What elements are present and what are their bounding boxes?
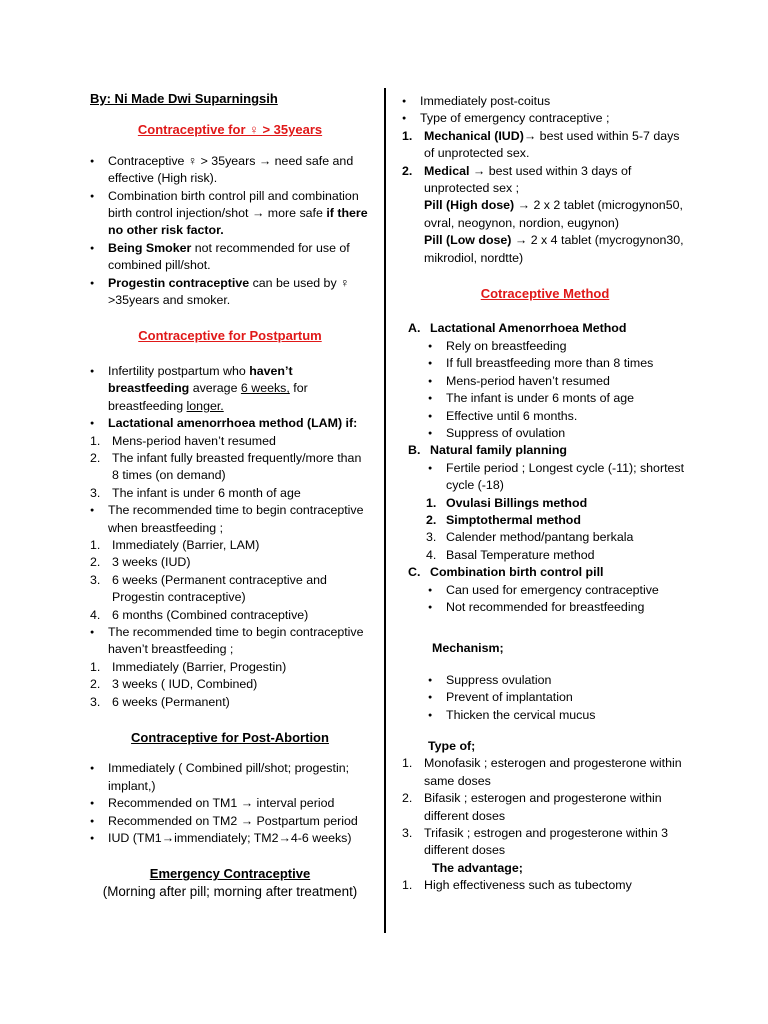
item-text: High effectiveness such as tubectomy [424, 878, 632, 893]
emergency-list [402, 93, 688, 128]
numbered-item: 2. The infant fully breasted frequently/more than 8 times (on demand) [90, 450, 362, 483]
breastfeeding-time-options [90, 537, 370, 624]
method-c-list [402, 582, 688, 617]
method-c-heading: C. Combination birth control pill [408, 565, 604, 580]
item-text: 3 weeks ( IUD, Combined) [112, 677, 258, 692]
column-divider [384, 88, 386, 933]
item-bold-text: haven’t breastfeeding [108, 363, 293, 396]
item-text: 3 weeks (IUD) [112, 555, 191, 570]
item-text: → best used within 5-7 days of unprotected sex. [424, 128, 680, 161]
list-item: ● Fertile period ; Longest cycle (-11); shortest cycle (-18) [402, 460, 688, 495]
list-item: ● Contraceptive ♀ > 35years → need safe and effective (High risk). [90, 153, 370, 188]
item-text: 6 weeks (Permanent contraceptive and Progestin contraceptive) [112, 572, 327, 605]
method-a-heading: A. Lactational Amenorrhoea Method [408, 321, 627, 336]
heading-post-abortion: Contraceptive for Post-Abortion [131, 730, 329, 745]
item-bold-text: Combination birth control pill [430, 565, 604, 580]
lam-list [90, 433, 370, 503]
item-text: average [189, 381, 241, 396]
list-item: ● Suppress of ovulation [402, 425, 688, 442]
item-text: Basal Temperature method [446, 547, 595, 562]
list-item: ● IUD (TM1→immendiately; TM2→4-6 weeks) [90, 830, 370, 847]
list-item: ● The recommended time to begin contraceptive haven’t breastfeeding ; [90, 624, 370, 659]
list-item: ● Can used for emergency contraceptive [402, 582, 688, 599]
non-breastfeeding-time-options [90, 659, 370, 711]
list-item: ● The recommended time to begin contraceptive when breastfeeding ; [90, 502, 370, 537]
numbered-item: 3. 6 weeks (Permanent contraceptive and Progestin contraceptive) [90, 572, 327, 605]
list-item: ● Mens-period haven’t resumed [402, 373, 688, 390]
item-text: Mens-period haven’t resumed [112, 433, 276, 448]
non-breastfeeding-time-list [90, 624, 370, 659]
item-text: Bifasik ; esterogen and progesterone within different doses [424, 791, 662, 823]
item-text: → 2 x 4 tablet (mycrogynon30, mikrodiol, nordtte) [424, 233, 684, 265]
numbered-item: 4. 6 months (Combined contraceptive) [90, 607, 309, 622]
method-b-heading: B. Natural family planning [408, 443, 568, 458]
numbered-item: 3. Trifasik ; estrogen and progesterone within 3 different doses [402, 826, 669, 858]
list-item [90, 240, 370, 275]
item-text: Simptothermal method [446, 512, 581, 527]
numbered-item: 1. Immediately (Barrier, LAM) [90, 537, 260, 552]
list-item: ● Not recommended for breastfeeding [402, 599, 688, 616]
list-item: ● The infant is under 6 monts of age [402, 390, 688, 407]
numbered-item: 1. Mens-period haven’t resumed [90, 433, 276, 448]
item-text: can be used by ♀ >35years and smoker. [108, 275, 350, 308]
postpartum-list [90, 363, 370, 433]
numbered-item: 2. 3 weeks (IUD) [90, 555, 191, 570]
method-a-list [402, 338, 688, 442]
item-bold-text: Lactational Amenorrhoea Method [430, 321, 627, 336]
item-text: Ovulasi Billings method [446, 495, 588, 510]
numbered-item: 1. Immediately (Barrier, Progestin) [90, 659, 287, 674]
left-column [90, 90, 370, 900]
list-item: ● Thicken the cervical mucus [402, 707, 688, 724]
heading-postpartum: Contraceptive for Postpartum [138, 328, 322, 344]
numbered-item: 1. Monofasik ; esterogen and progesterone within same doses [402, 756, 682, 788]
numbered-item: 1. Mechanical (IUD)→ best used within 5-7 days of unprotected sex. [402, 128, 680, 161]
advantage-list [402, 877, 688, 894]
type-of-list [402, 755, 688, 859]
mechanism-heading: Mechanism; [432, 641, 504, 656]
numbered-item: 3. 6 weeks (Permanent) [90, 694, 230, 709]
heading-over-35: Contraceptive for ♀ > 35years [137, 122, 323, 138]
post-abortion-list [90, 760, 370, 847]
author-line: By: Ni Made Dwi Suparningsih [90, 91, 278, 106]
item-text: Calender method/pantang berkala [446, 530, 634, 545]
list-item: ● If full breastfeeding more than 8 times [402, 355, 688, 372]
heading-contraceptive-method: Cotraceptive Method [480, 286, 610, 302]
item-text: Trifasik ; estrogen and progesterone within 3 different doses [424, 826, 669, 858]
item-text: → 2 x 2 tablet (microgynon50, ovral, neogynon, nordion, eugynon) [424, 198, 683, 230]
item-text: 6 weeks (Permanent) [112, 694, 230, 709]
list-item: ● Lactational amenorrhoea method (LAM) if: [90, 415, 370, 432]
heading-emergency: Emergency Contraceptive [149, 866, 311, 882]
item-bold-text: Pill (High dose) [424, 198, 515, 213]
method-b-subtypes [402, 495, 688, 565]
method-b-list [402, 460, 688, 495]
list-item [90, 188, 370, 240]
item-bold-text: Progestin contraceptive [108, 275, 250, 290]
item-text: → best used within 3 days of unprotected sex ; [424, 163, 632, 196]
list-item: ● Effective until 6 months. [402, 408, 688, 425]
item-text: 6 months (Combined contraceptive) [112, 607, 309, 622]
item-bold-text: Pill (Low dose) [424, 233, 512, 248]
numbered-item: 3. Calender method/pantang berkala [426, 530, 634, 545]
emergency-subtitle: (Morning after pill; morning after treatment) [102, 883, 358, 899]
list-item: ● Recommended on TM2 → Postpartum period [90, 813, 370, 830]
list-item: ● Immediately ( Combined pill/shot; progestin; implant,) [90, 760, 370, 795]
numbered-item: 1. Ovulasi Billings method [426, 495, 588, 510]
item-text: Monofasik ; esterogen and progesterone within same doses [424, 756, 682, 788]
item-bold-text: Medical [424, 163, 470, 178]
item-bold-text: Mechanical (IUD) [424, 128, 524, 143]
type-of-heading: Type of; [428, 739, 476, 753]
item-text: not recommended for use of combined pill/shot. [108, 240, 350, 273]
mechanism-list [402, 672, 688, 724]
advantage-heading: The advantage; [432, 860, 523, 875]
item-text: The infant fully breasted frequently/more than 8 times (on demand) [112, 450, 362, 483]
numbered-item: 2. 3 weeks ( IUD, Combined) [90, 677, 258, 692]
list-item: ● Immediately post-coitus [402, 93, 688, 110]
list-item: ● Rely on breastfeeding [402, 338, 688, 355]
list-item: ● Recommended on TM1 → interval period [90, 795, 370, 812]
emergency-types [402, 128, 688, 267]
item-underlined-text: longer. [186, 398, 224, 413]
item-text: Infertility postpartum who [108, 363, 250, 378]
item-bold-text: if there no other risk factor. [108, 206, 368, 238]
item-text: Combination birth control pill and combination birth control injection/shot → more safe [108, 188, 359, 221]
numbered-item: 2. Simptothermal method [426, 512, 581, 527]
numbered-item: 4. Basal Temperature method [426, 547, 595, 562]
numbered-item: 2. Bifasik ; esterogen and progesterone within different doses [402, 791, 662, 823]
numbered-item: 3. The infant is under 6 month of age [90, 485, 301, 500]
list-item: ● Prevent of implantation [402, 689, 688, 706]
item-bold-text: Natural family planning [430, 443, 568, 458]
list-item: ● Type of emergency contraceptive ; [402, 110, 688, 127]
list-item [90, 275, 370, 310]
list-item [90, 363, 370, 415]
right-column [402, 93, 688, 895]
item-underlined-text: 6 weeks, [240, 381, 290, 396]
item-text: Immediately (Barrier, Progestin) [112, 659, 287, 674]
pill-high-dose [402, 197, 688, 232]
item-text: for breastfeeding [108, 381, 308, 413]
item-bold-text: Being Smoker [108, 240, 192, 255]
breastfeeding-time-list [90, 502, 370, 537]
numbered-item: 2. Medical → best used within 3 days of unprotected sex ; [402, 163, 632, 196]
numbered-item: 1. High effectiveness such as tubectomy [402, 878, 632, 893]
item-text: The infant is under 6 month of age [112, 485, 301, 500]
pill-low-dose [402, 232, 688, 267]
list-item: ● Suppress ovulation [402, 672, 688, 689]
over-35-list [90, 153, 370, 310]
item-text: Immediately (Barrier, LAM) [112, 537, 260, 552]
